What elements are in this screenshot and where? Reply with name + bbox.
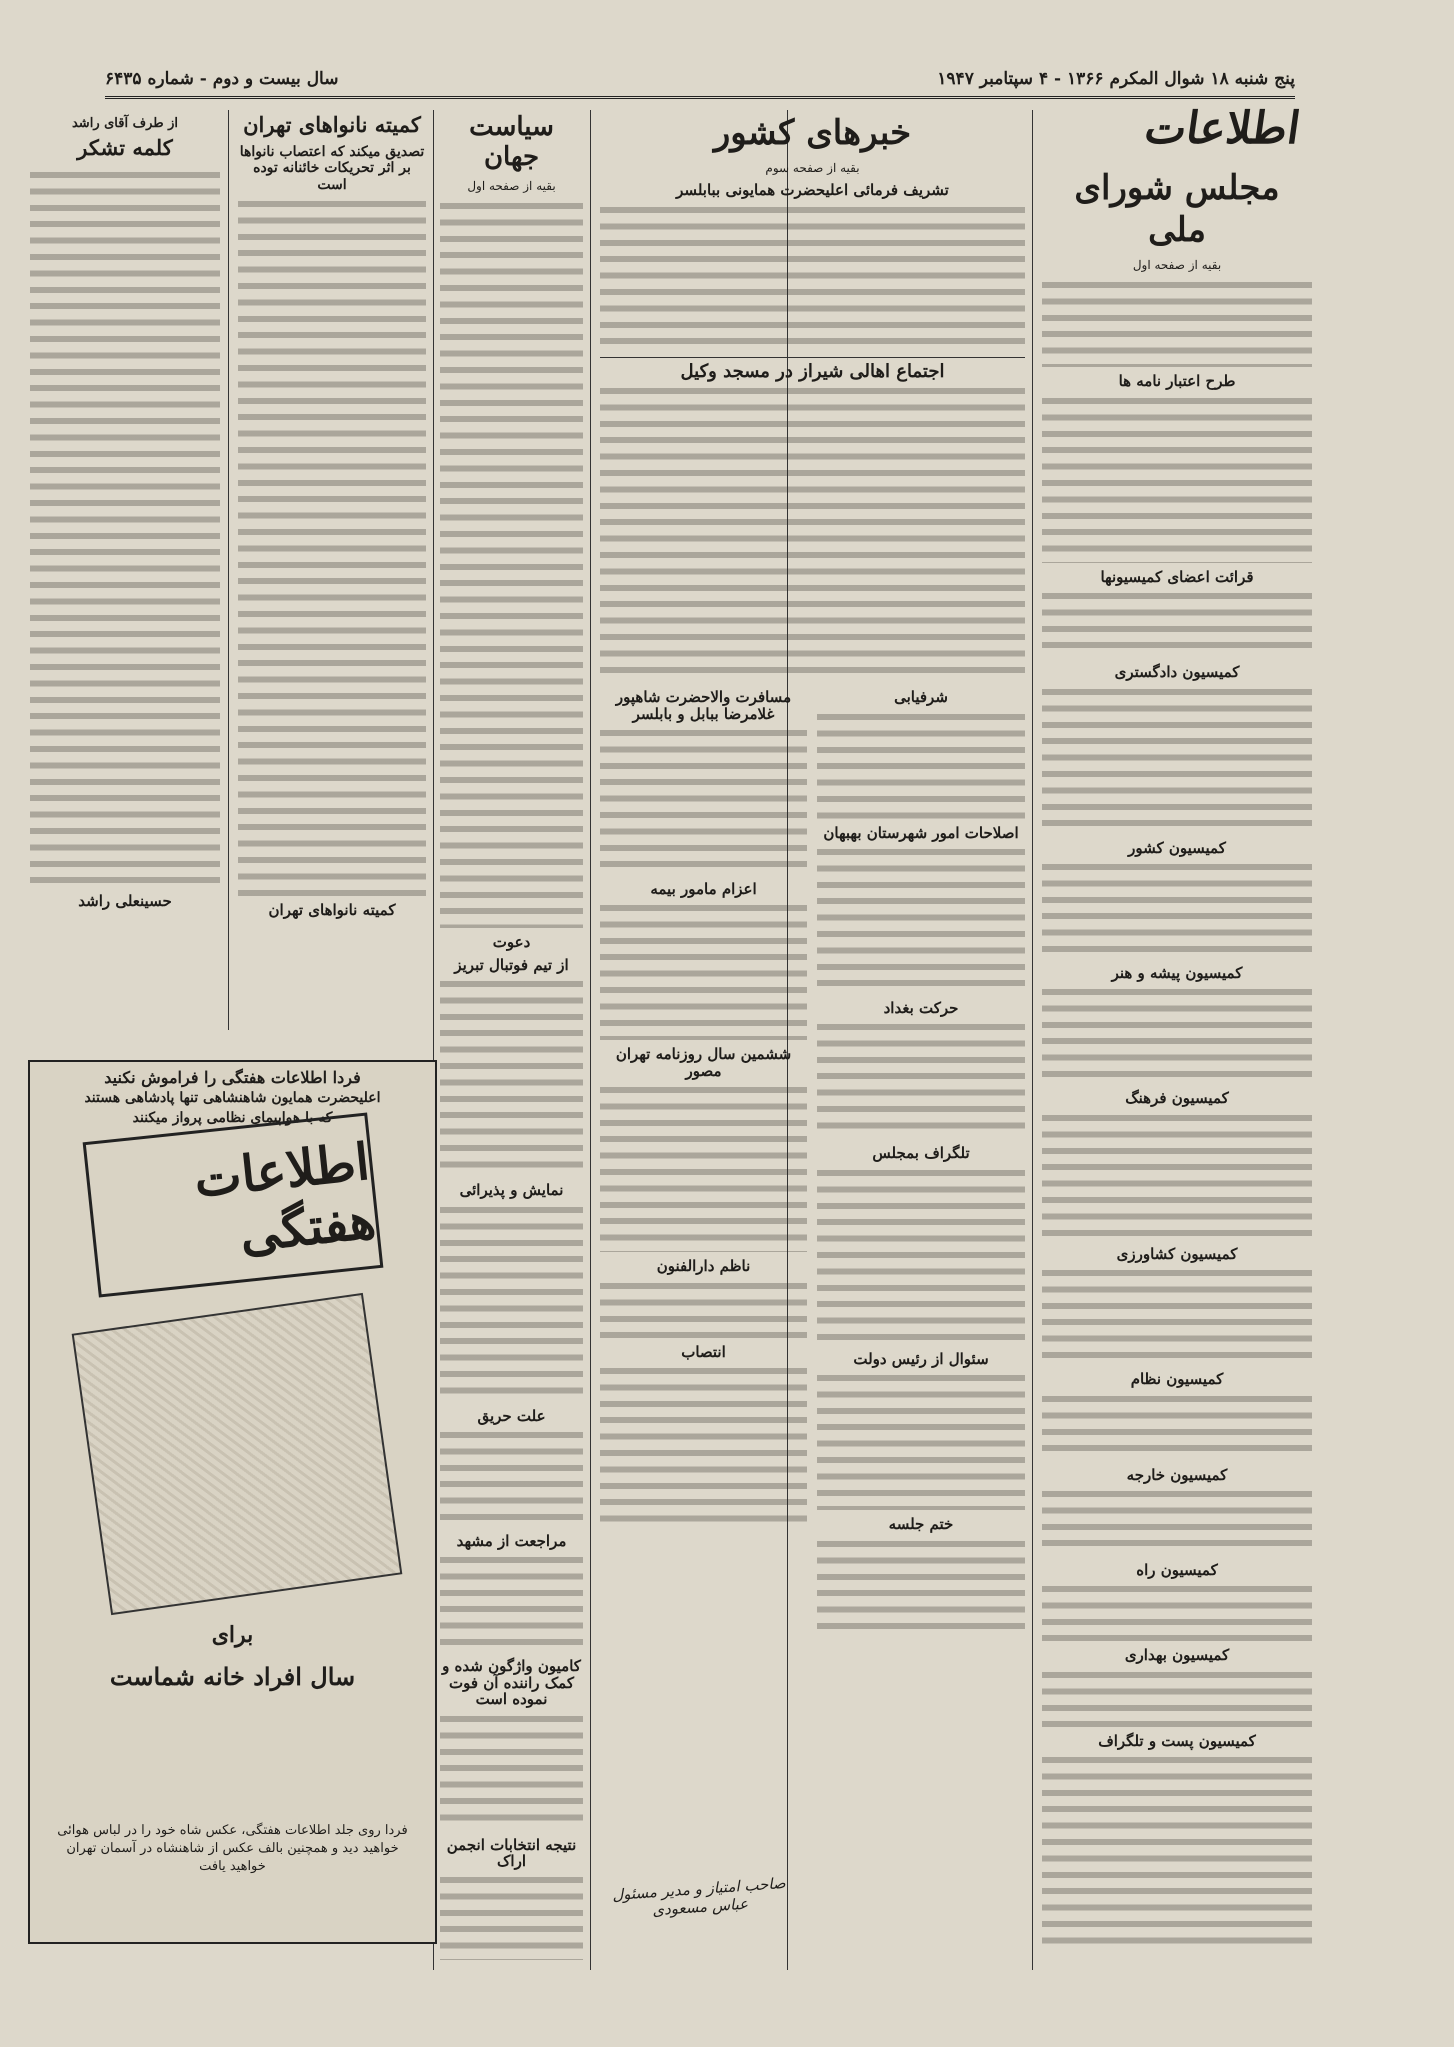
section-heading: طرح اعتبار نامه ها <box>1118 372 1236 391</box>
bakers-column <box>238 110 426 1030</box>
section-heading: ناظم دارالفنون <box>656 1257 751 1276</box>
section-heading: از تیم فوتبال تبریز <box>454 955 569 974</box>
section-heading: نمایش و پذیرائی <box>459 1181 564 1200</box>
section-heading: دعوت <box>492 933 531 952</box>
section-heading: اعزام مامور بیمه <box>650 880 757 899</box>
section-heading: انتصاب <box>681 1342 726 1361</box>
ad-line-1: فردا اطلاعات هفتگی را فراموش نکنید <box>104 1068 361 1087</box>
weekly-logo: اطلاعات هفتگی <box>83 1112 384 1297</box>
thanks-headline: کلمه تشکر <box>77 135 173 161</box>
section-heading: قرائت اعضای کمیسیونها <box>1100 567 1254 586</box>
ad-line-3: که با هواپیمای نظامی پرواز میکنند <box>132 1110 333 1126</box>
world-politics-column <box>440 110 583 1960</box>
editor-signature: صاحب امتیاز و مدیر مسئول عباس مسعودی <box>611 1874 787 1920</box>
ad-line-2: اعلیحضرت همایون شاهنشاهی تنها پادشاهی هستند <box>84 1090 381 1106</box>
thanks-signature: حسینعلی راشد <box>78 892 172 911</box>
section-heading: سئوال از رئیس دولت <box>853 1349 989 1368</box>
section-heading: کمیسیون کشاورزی <box>1116 1244 1238 1263</box>
world-politics-headline: سیاست جهان <box>469 112 554 172</box>
world-politics-continued: بقیه از صفحه اول <box>467 179 556 193</box>
country-news-headline: خبرهای کشور <box>713 113 912 153</box>
section-heading: کامیون واژگون شده و کمک راننده آن فوت نموده است <box>442 1657 581 1709</box>
section-heading: نتیجه انتخابات انجمن اراک <box>446 1835 577 1871</box>
majlis-column <box>1042 165 1312 1975</box>
date-header <box>105 62 1295 99</box>
section-heading: ششمین سال روزنامه تهران مصور <box>615 1045 792 1080</box>
section-heading: حرکت بغداد <box>883 999 959 1018</box>
section-heading: کمیسیون بهداری <box>1124 1646 1230 1665</box>
section-heading: کمیسیون پیشه و هنر <box>1111 964 1243 983</box>
majlis-continued: بقیه از صفحه اول <box>1132 258 1222 272</box>
ad-tag-2: سال افراد خانه شماست <box>109 1662 356 1691</box>
bakers-signature: کمیته نانواهای تهران <box>268 901 396 920</box>
magazine-illustration <box>72 1293 403 1615</box>
bakers-headline: کمیته نانواهای تهران <box>243 112 421 137</box>
section-heading: کمیسیون پست و تلگراف <box>1098 1731 1256 1750</box>
section-heading: شرفیابی <box>894 688 948 707</box>
section-heading: مسافرت والاحضرت شاهپور غلامرضا ببابل و بابلسر <box>615 688 792 723</box>
section-heading: علت حریق <box>477 1406 546 1425</box>
issue-date: پنج شنبه ۱۸ شوال المکرم ۱۳۶۶ - ۴ سپتامبر ۱۹۴۷ <box>937 69 1295 89</box>
ad-footer: فردا روی جلد اطلاعات هفتگی، عکس شاه خود را در لباس هوائی خواهید دید و همچنین بالف عکس از شاهنشاه در آسمان تهران خواهید یافت <box>57 1823 408 1874</box>
section-heading: تشریف فرمائی اعلیحضرت همایونی ببابلسر <box>676 181 949 200</box>
section-heading: کمیسیون راه <box>1136 1561 1218 1580</box>
section-heading: اجتماع اهالی شیراز در مسجد وکیل <box>680 360 945 382</box>
section-heading: کمیسیون نظام <box>1130 1370 1224 1389</box>
masthead-logo: اطلاعات <box>1141 102 1304 154</box>
section-heading: تلگراف بمجلس <box>872 1144 970 1163</box>
weekly-ad <box>28 1060 437 1944</box>
section-heading: ختم جلسه <box>888 1515 954 1534</box>
section-heading: اصلاحات امور شهرستان بهبهان <box>823 823 1019 842</box>
thanks-kicker: از طرف آقای راشد <box>71 116 179 131</box>
ad-tag-1: برای <box>211 1622 254 1648</box>
issue-volume: سال بیست و دوم - شماره ۶۴۳۵ <box>105 69 339 89</box>
country-news-column <box>600 110 1025 1870</box>
section-heading: کمیسیون خارجه <box>1126 1465 1228 1484</box>
country-news-continued: بقیه از صفحه سوم <box>765 161 860 175</box>
thanks-column <box>30 110 220 1030</box>
section-heading: مراجعت از مشهد <box>456 1532 567 1551</box>
section-heading: کمیسیون کشور <box>1128 838 1226 857</box>
section-heading: کمیسیون دادگستری <box>1114 663 1240 682</box>
majlis-headline: مجلس شورای ملی <box>1074 168 1280 250</box>
section-heading: کمیسیون فرهنگ <box>1125 1089 1229 1108</box>
bakers-subheadline: تصدیق میکند که اعتصاب نانواها بر اثر تحریکات خائنانه توده است <box>239 144 425 193</box>
